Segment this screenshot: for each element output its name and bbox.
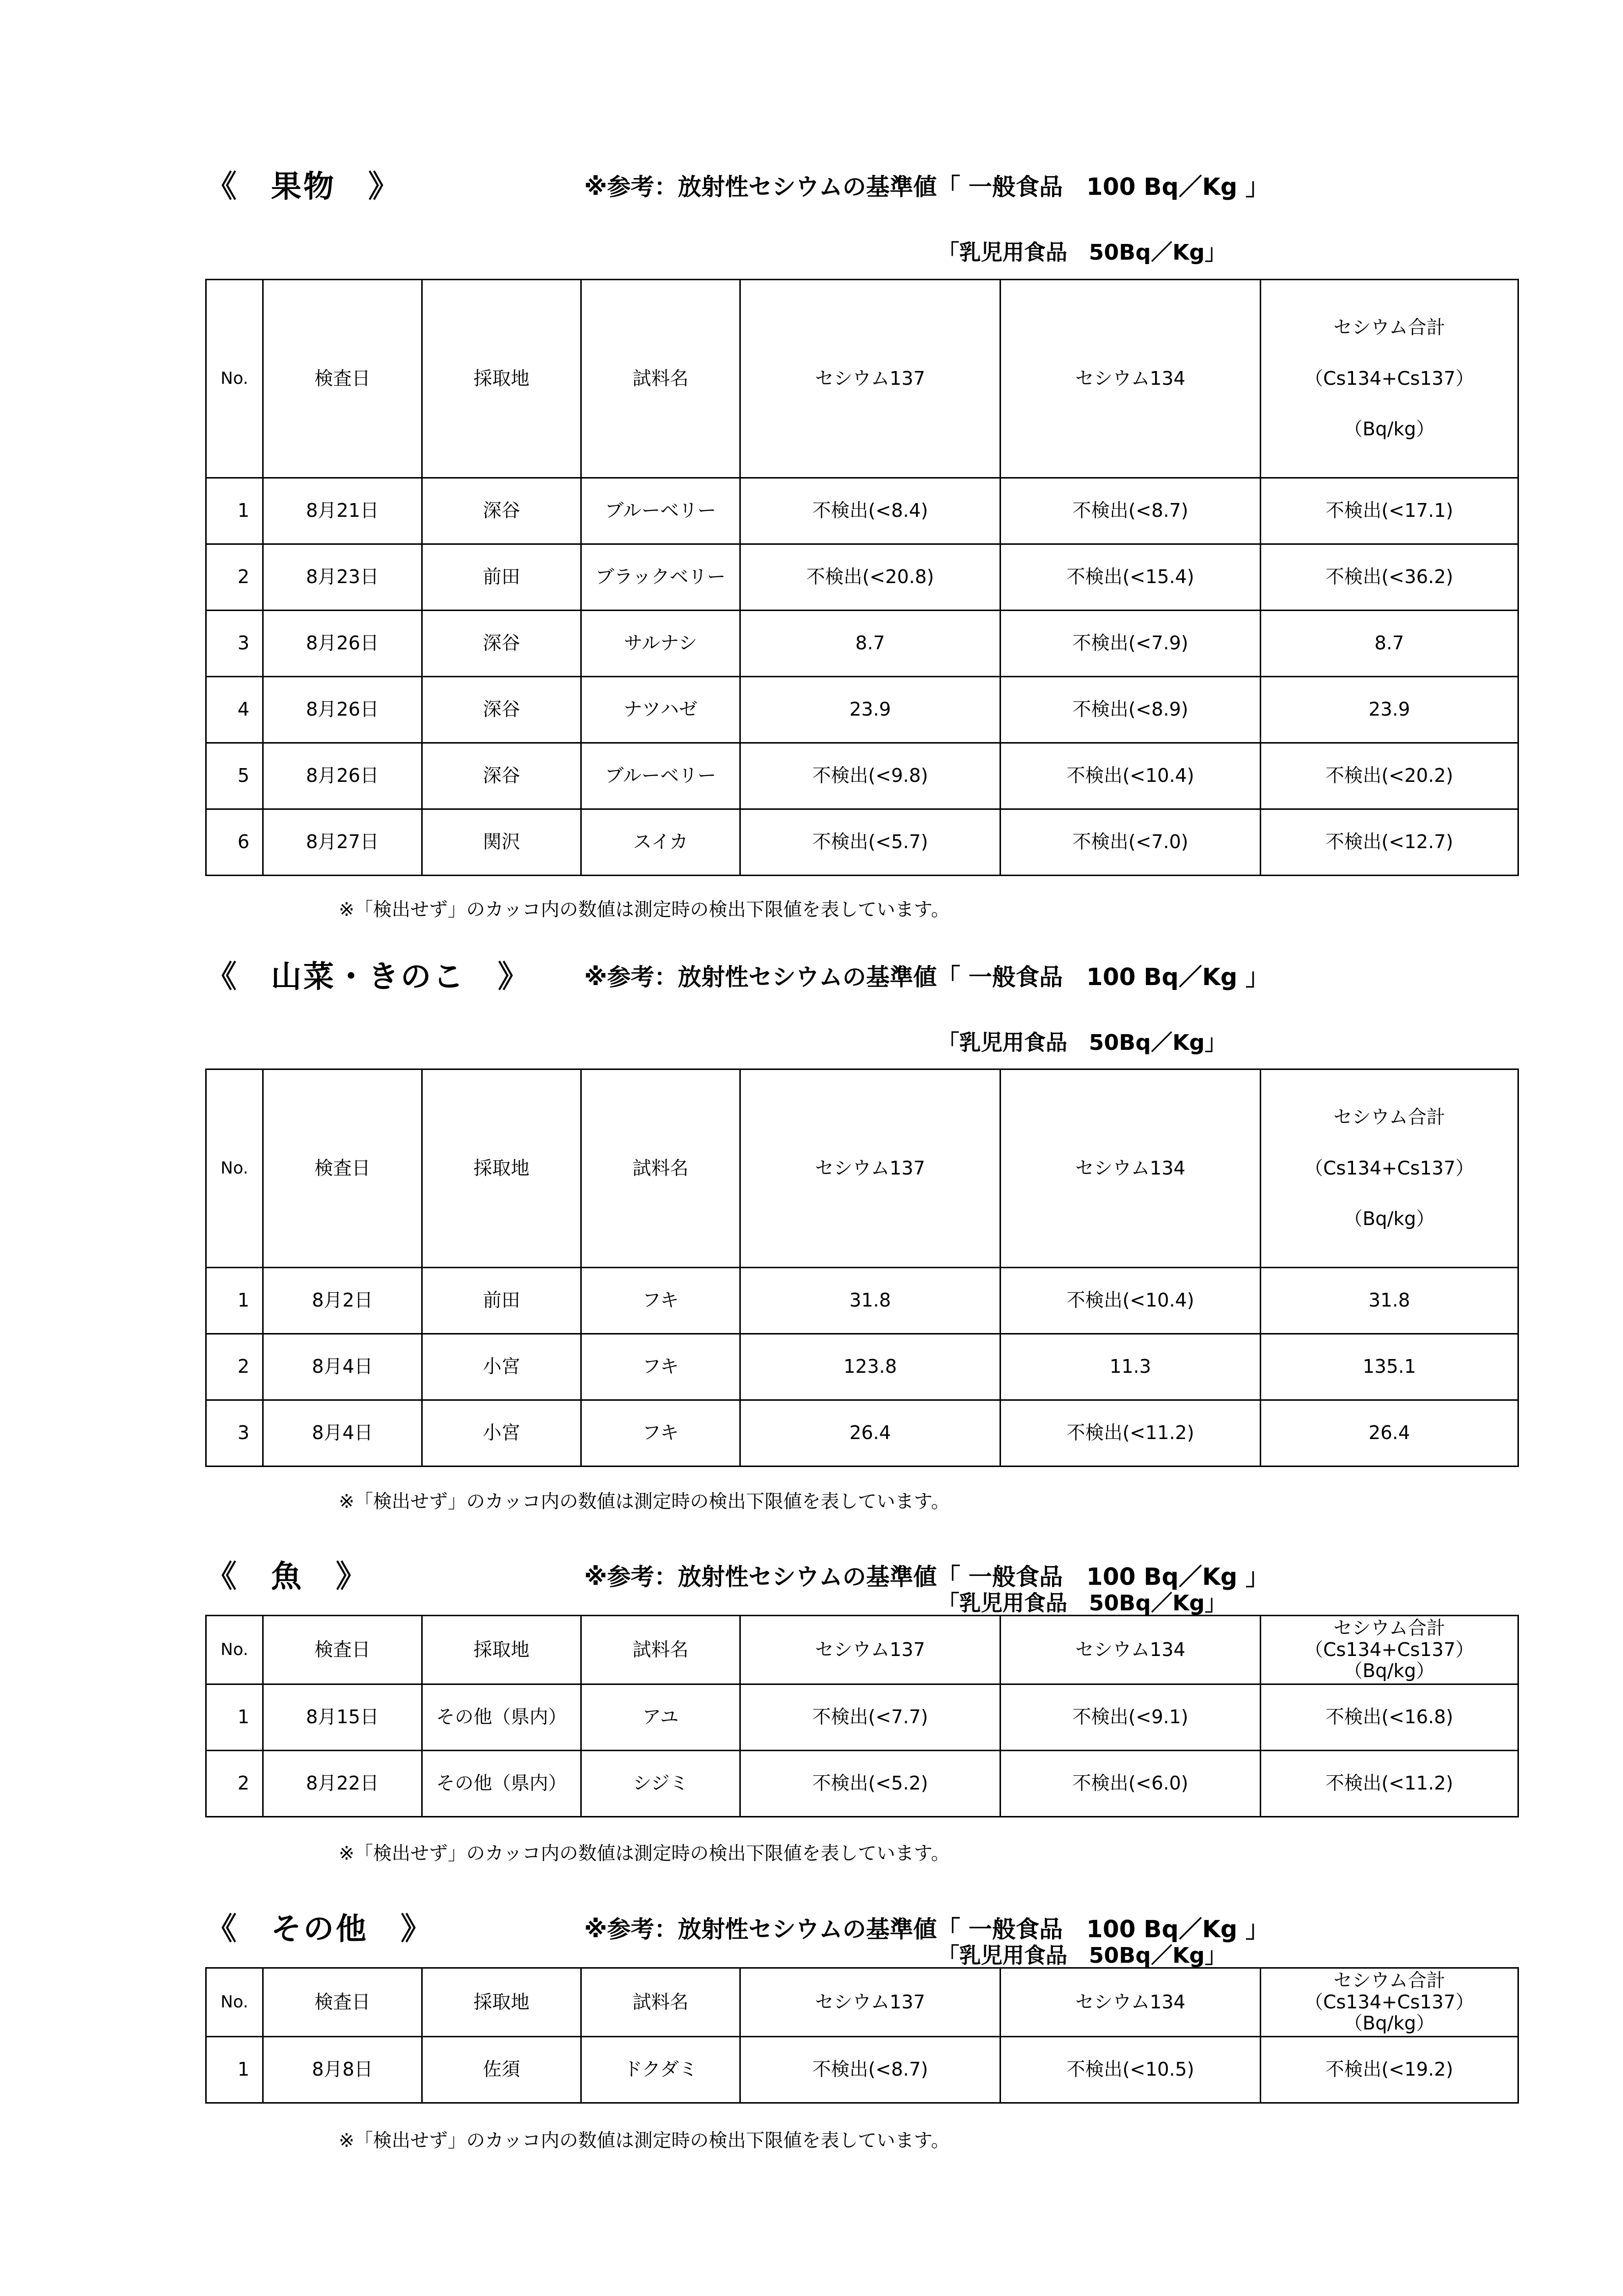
header-total xyxy=(1261,1968,1518,2037)
header-place: 採取地 xyxy=(422,1968,581,2037)
cell-sample: シジミ xyxy=(581,1751,740,1817)
reference-infant: 「乳児用食品 50Bq／Kg」 xyxy=(938,1943,1226,1968)
cell-place: 関沢 xyxy=(422,809,581,876)
cell-place: 小宮 xyxy=(422,1400,581,1467)
header-cs137: セシウム137 xyxy=(740,280,1001,478)
reference-general: ※参考：放射性セシウムの基準値「 一般食品 100 Bq／Kg 」 xyxy=(584,1916,1270,1943)
header-total-label: セシウム合計 xyxy=(1333,1969,1445,1991)
cell-place: 深谷 xyxy=(422,478,581,544)
cell-place: 佐須 xyxy=(422,2037,581,2103)
header-sample: 試料名 xyxy=(581,1968,740,2037)
cell-sample: スイカ xyxy=(581,809,740,876)
cell-sample: アユ xyxy=(581,1684,740,1751)
cell-total: 不検出(<36.2) xyxy=(1261,544,1518,611)
cell-no: 6 xyxy=(206,809,263,876)
cell-date: 8月21日 xyxy=(263,478,422,544)
table-row xyxy=(206,1751,1518,1817)
results-table xyxy=(205,1068,1519,1467)
cell-total: 不検出(<12.7) xyxy=(1261,809,1518,876)
header-cs134: セシウム134 xyxy=(1001,1968,1261,2037)
cell-cs137: 不検出(<8.4) xyxy=(740,478,1001,544)
cell-date: 8月8日 xyxy=(263,2037,422,2103)
header-place: 採取地 xyxy=(422,280,581,478)
header-sample: 試料名 xyxy=(581,280,740,478)
cell-total: 135.1 xyxy=(1261,1334,1518,1400)
cell-cs134: 不検出(<11.2) xyxy=(1001,1400,1261,1467)
header-sample: 試料名 xyxy=(581,1069,740,1268)
cell-no: 2 xyxy=(206,1334,263,1400)
header-row xyxy=(206,280,1518,478)
section-title: 《 その他 》 xyxy=(206,1911,433,1947)
cell-sample: サルナシ xyxy=(581,611,740,677)
header-total xyxy=(1261,280,1518,478)
footnote: ※「検出せず」のカッコ内の数値は測定時の検出下限値を表しています。 xyxy=(339,1491,950,1512)
header-date: 検査日 xyxy=(263,1069,422,1268)
reference-general: ※参考：放射性セシウムの基準値「 一般食品 100 Bq／Kg 」 xyxy=(584,173,1270,201)
cell-cs137: 31.8 xyxy=(740,1268,1001,1334)
cell-no: 3 xyxy=(206,611,263,677)
cell-cs137: 不検出(<20.8) xyxy=(740,544,1001,611)
cell-total: 不検出(<16.8) xyxy=(1261,1684,1518,1751)
header-total-unit: （Bq/kg） xyxy=(1344,1660,1435,1682)
footnote: ※「検出せず」のカッコ内の数値は測定時の検出下限値を表しています。 xyxy=(339,899,950,920)
cell-sample: ブルーベリー xyxy=(581,478,740,544)
header-total-unit: （Bq/kg） xyxy=(1344,1208,1435,1230)
cell-total: 不検出(<20.2) xyxy=(1261,743,1518,809)
header-total-formula: （Cs134+Cs137） xyxy=(1304,1991,1474,2013)
header-row xyxy=(206,1616,1518,1684)
header-date: 検査日 xyxy=(263,280,422,478)
cell-sample: ブラックベリー xyxy=(581,544,740,611)
table-row xyxy=(206,611,1518,677)
cell-no: 3 xyxy=(206,1400,263,1467)
cell-cs134: 不検出(<10.4) xyxy=(1001,743,1261,809)
header-date: 検査日 xyxy=(263,1616,422,1684)
header-no: No. xyxy=(206,280,263,478)
reference-infant: 「乳児用食品 50Bq／Kg」 xyxy=(938,240,1226,265)
cell-cs137: 不検出(<5.2) xyxy=(740,1751,1001,1817)
cell-cs134: 不検出(<6.0) xyxy=(1001,1751,1261,1817)
header-row xyxy=(206,1968,1518,2037)
header-total xyxy=(1261,1069,1518,1268)
header-no: No. xyxy=(206,1616,263,1684)
cell-no: 2 xyxy=(206,544,263,611)
reference-infant: 「乳児用食品 50Bq／Kg」 xyxy=(938,1030,1226,1055)
cell-date: 8月26日 xyxy=(263,743,422,809)
cell-cs134: 不検出(<15.4) xyxy=(1001,544,1261,611)
cell-total: 不検出(<19.2) xyxy=(1261,2037,1518,2103)
header-sample: 試料名 xyxy=(581,1616,740,1684)
results-table xyxy=(205,1615,1519,1817)
cell-total: 23.9 xyxy=(1261,677,1518,743)
cell-date: 8月27日 xyxy=(263,809,422,876)
header-cs134: セシウム134 xyxy=(1001,280,1261,478)
cell-date: 8月4日 xyxy=(263,1400,422,1467)
header-cs134: セシウム134 xyxy=(1001,1069,1261,1268)
results-table xyxy=(205,1967,1519,2104)
table-row xyxy=(206,743,1518,809)
cell-total: 不検出(<17.1) xyxy=(1261,478,1518,544)
header-total-formula: （Cs134+Cs137） xyxy=(1304,367,1474,389)
cell-sample: ブルーベリー xyxy=(581,743,740,809)
cell-place: その他（県内） xyxy=(422,1751,581,1817)
cell-place: 深谷 xyxy=(422,611,581,677)
header-cs137: セシウム137 xyxy=(740,1616,1001,1684)
cell-cs134: 不検出(<10.4) xyxy=(1001,1268,1261,1334)
cell-cs137: 不検出(<9.8) xyxy=(740,743,1001,809)
cell-sample: ドクダミ xyxy=(581,2037,740,2103)
cell-total: 31.8 xyxy=(1261,1268,1518,1334)
header-place: 採取地 xyxy=(422,1616,581,1684)
section-title: 《 魚 》 xyxy=(206,1558,369,1594)
cell-total: 26.4 xyxy=(1261,1400,1518,1467)
table-row xyxy=(206,544,1518,611)
cell-place: 深谷 xyxy=(422,677,581,743)
cell-cs134: 不検出(<7.9) xyxy=(1001,611,1261,677)
cell-cs137: 23.9 xyxy=(740,677,1001,743)
cell-cs134: 不検出(<10.5) xyxy=(1001,2037,1261,2103)
cell-date: 8月2日 xyxy=(263,1268,422,1334)
cell-cs134: 11.3 xyxy=(1001,1334,1261,1400)
cell-no: 1 xyxy=(206,1268,263,1334)
header-row xyxy=(206,1069,1518,1268)
reference-general: ※参考：放射性セシウムの基準値「 一般食品 100 Bq／Kg 」 xyxy=(584,963,1270,991)
cell-sample: フキ xyxy=(581,1268,740,1334)
cell-date: 8月15日 xyxy=(263,1684,422,1751)
cell-sample: フキ xyxy=(581,1400,740,1467)
cell-cs137: 26.4 xyxy=(740,1400,1001,1467)
cell-date: 8月26日 xyxy=(263,611,422,677)
table-row xyxy=(206,1334,1518,1400)
cell-cs134: 不検出(<8.7) xyxy=(1001,478,1261,544)
header-total-formula: （Cs134+Cs137） xyxy=(1304,1638,1474,1660)
table-row xyxy=(206,2037,1518,2103)
cell-cs134: 不検出(<7.0) xyxy=(1001,809,1261,876)
results-table xyxy=(205,279,1519,876)
cell-date: 8月26日 xyxy=(263,677,422,743)
footnote: ※「検出せず」のカッコ内の数値は測定時の検出下限値を表しています。 xyxy=(339,1842,950,1864)
header-no: No. xyxy=(206,1968,263,2037)
cell-place: 前田 xyxy=(422,544,581,611)
header-total-unit: （Bq/kg） xyxy=(1344,2012,1435,2034)
cell-place: 前田 xyxy=(422,1268,581,1334)
table-row xyxy=(206,478,1518,544)
cell-place: 深谷 xyxy=(422,743,581,809)
header-place: 採取地 xyxy=(422,1069,581,1268)
reference-general: ※参考：放射性セシウムの基準値「 一般食品 100 Bq／Kg 」 xyxy=(584,1563,1270,1591)
cell-date: 8月23日 xyxy=(263,544,422,611)
cell-cs137: 123.8 xyxy=(740,1334,1001,1400)
cell-cs137: 不検出(<5.7) xyxy=(740,809,1001,876)
header-total-label: セシウム合計 xyxy=(1333,1617,1445,1639)
cell-cs134: 不検出(<9.1) xyxy=(1001,1684,1261,1751)
table-row xyxy=(206,1684,1518,1751)
cell-place: 小宮 xyxy=(422,1334,581,1400)
reference-infant: 「乳児用食品 50Bq／Kg」 xyxy=(938,1591,1226,1616)
cell-sample: フキ xyxy=(581,1334,740,1400)
cell-date: 8月22日 xyxy=(263,1751,422,1817)
cell-no: 1 xyxy=(206,478,263,544)
cell-no: 4 xyxy=(206,677,263,743)
table-row xyxy=(206,1400,1518,1467)
cell-date: 8月4日 xyxy=(263,1334,422,1400)
cell-no: 1 xyxy=(206,1684,263,1751)
cell-no: 5 xyxy=(206,743,263,809)
header-cs134: セシウム134 xyxy=(1001,1616,1261,1684)
cell-cs137: 不検出(<8.7) xyxy=(740,2037,1001,2103)
cell-place: その他（県内） xyxy=(422,1684,581,1751)
cell-sample: ナツハゼ xyxy=(581,677,740,743)
section-title: 《 果物 》 xyxy=(206,168,401,204)
header-total xyxy=(1261,1616,1518,1684)
cell-no: 1 xyxy=(206,2037,263,2103)
cell-total: 不検出(<11.2) xyxy=(1261,1751,1518,1817)
table-row xyxy=(206,809,1518,876)
table-row xyxy=(206,677,1518,743)
header-no: No. xyxy=(206,1069,263,1268)
table-row xyxy=(206,1268,1518,1334)
cell-cs137: 8.7 xyxy=(740,611,1001,677)
header-total-unit: （Bq/kg） xyxy=(1344,418,1435,440)
cell-cs134: 不検出(<8.9) xyxy=(1001,677,1261,743)
header-total-label: セシウム合計 xyxy=(1333,1106,1445,1128)
cell-total: 8.7 xyxy=(1261,611,1518,677)
header-date: 検査日 xyxy=(263,1968,422,2037)
cell-no: 2 xyxy=(206,1751,263,1817)
section-title: 《 山菜・きのこ 》 xyxy=(206,959,531,994)
header-cs137: セシウム137 xyxy=(740,1069,1001,1268)
header-total-label: セシウム合計 xyxy=(1333,317,1445,339)
cell-cs137: 不検出(<7.7) xyxy=(740,1684,1001,1751)
header-total-formula: （Cs134+Cs137） xyxy=(1304,1157,1474,1179)
header-cs137: セシウム137 xyxy=(740,1968,1001,2037)
footnote: ※「検出せず」のカッコ内の数値は測定時の検出下限値を表しています。 xyxy=(339,2130,950,2151)
